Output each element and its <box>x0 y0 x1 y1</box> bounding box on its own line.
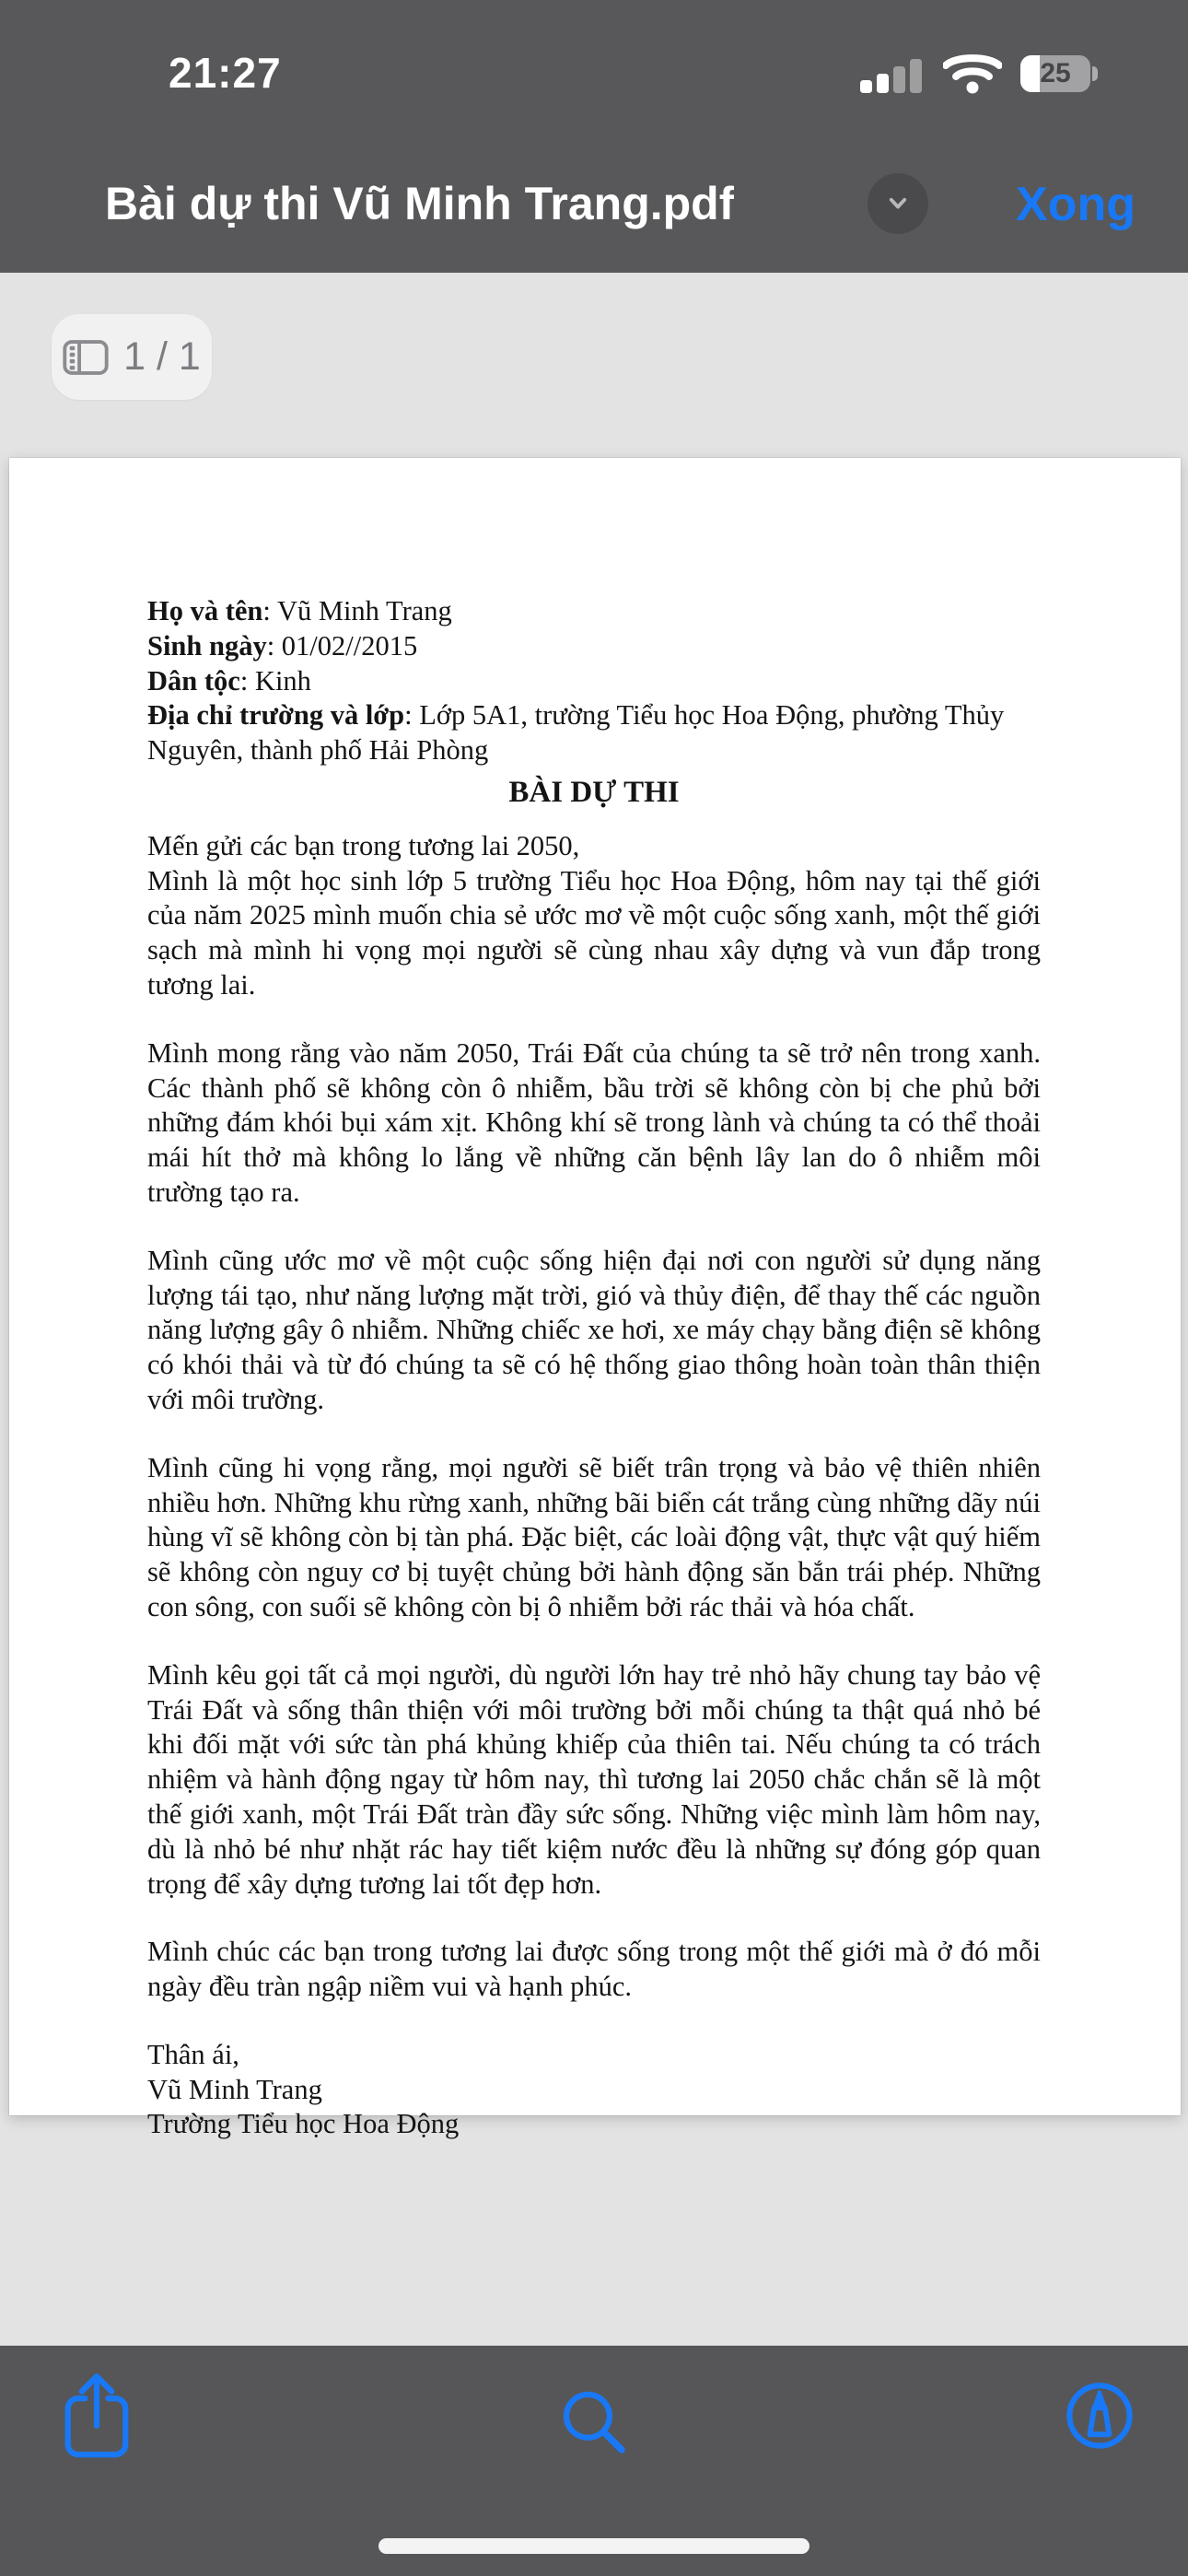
status-icons <box>860 52 1098 95</box>
chevron-down-icon <box>881 187 914 220</box>
sidebar-thumbnails-icon <box>63 339 109 376</box>
done-button[interactable]: Xong <box>1016 178 1136 231</box>
clock-time: 21:27 <box>169 49 282 97</box>
paragraph-5: Mình kêu gọi tất cả mọi người, dù người lớn hay trẻ nhỏ hãy chung tay bảo vệ Trái Đất và sống thân thiện với môi trường bởi mỗi chúng ta thật quá nhỏ bé khi đối mặt với sức tàn phá khủng khiếp của thiên tai. Nếu chúng ta có trách nhiệm và hành động ngay từ hôm nay, thì tương lai 2050 chắc chắn sẽ là một thế giới xanh, một Trái Đất tràn đầy sức sống. Những việc mình làm hôm nay, dù là nhỏ bé như nhặt rác hay tiết kiệm nước đều là những sự đóng góp quan trọng để xây dựng tương lai tốt đẹp hơn. <box>147 1658 1041 1900</box>
meta-name-label: Họ và tên <box>147 595 263 626</box>
closing-line-2: Vũ Minh Trang <box>147 2073 322 2105</box>
title-menu-button[interactable] <box>868 173 928 234</box>
meta-name-value: : Vũ Minh Trang <box>262 595 452 626</box>
paragraph-2: Mình mong rằng vào năm 2050, Trái Đất của chúng ta sẽ trở nên trong xanh. Các thành phố sẽ không còn ô nhiễm, bầu trời sẽ không còn bị che phủ bởi những đám khói bụi xám xịt. Không khí sẽ trong lành và chúng ta có thể thoải mái hít thở mà không lo lắng về những căn bệnh lây lan do ô nhiễm môi trường tạo ra. <box>147 1036 1041 1208</box>
paragraph-6: Mình chúc các bạn trong tương lai được sống trong một thế giới mà ở đó mỗi ngày đều tràn ngập niềm vui và hạnh phúc. <box>147 1936 1041 2003</box>
battery-icon <box>1020 55 1098 92</box>
search-button[interactable] <box>558 2386 630 2461</box>
markup-button[interactable] <box>1063 2379 1136 2455</box>
essay-heading: BÀI DỰ THI <box>508 775 680 809</box>
bottom-toolbar <box>0 2346 1188 2576</box>
pdf-page <box>9 458 1181 2140</box>
page-indicator-pill[interactable] <box>52 314 212 400</box>
top-navigation-bar <box>0 0 1188 273</box>
meta-school-line <box>147 698 1041 768</box>
meta-dob-label: Sinh ngày <box>147 629 267 662</box>
meta-school-value: : Lớp 5A1, trường Tiểu học Hoa Động, phường Thủy Nguyên, thành phố Hải Phòng <box>147 699 1005 767</box>
share-button[interactable] <box>59 2370 134 2465</box>
meta-ethnic-value: : Kinh <box>239 664 311 697</box>
meta-dob-line <box>147 629 1041 664</box>
page-count-label: 1 / 1 <box>123 334 201 379</box>
battery-percent-label: 25 <box>1040 57 1071 88</box>
meta-name-line <box>147 594 1041 629</box>
document-title: Bài dự thi Vũ Minh Trang.pdf <box>105 178 735 229</box>
meta-dob-value: : 01/02//2015 <box>266 629 418 662</box>
title-row <box>0 170 1188 247</box>
closing-line-1: Thân ái, <box>147 2038 239 2070</box>
markup-pen-icon <box>1063 2379 1136 2453</box>
paragraph-1: Mình là một học sinh lớp 5 trường Tiểu học Hoa Động, hôm nay tại thế giới của năm 2025 mình muốn chia sẻ ước mơ về một cuộc sống xanh, một thế giới sạch mà mình hi vọng mọi người sẽ cùng nhau xây dựng và vun đắp trong tương lai. <box>147 864 1041 1001</box>
wifi-icon <box>943 52 1002 95</box>
cellular-signal-icon <box>860 53 925 94</box>
home-indicator[interactable] <box>379 2538 809 2554</box>
closing-block <box>147 2038 1041 2142</box>
meta-ethnic-label: Dân tộc <box>147 664 240 697</box>
meta-school-label: Địa chỉ trường và lớp <box>147 699 405 732</box>
search-icon <box>558 2386 630 2458</box>
salutation-line: Mến gửi các bạn trong tương lai 2050, <box>147 829 580 861</box>
document-content <box>147 594 1041 2142</box>
share-icon <box>59 2370 134 2462</box>
closing-line-3: Trường Tiểu học Hoa Động <box>147 2108 460 2140</box>
paragraph-4: Mình cũng hi vọng rằng, mọi người sẽ biết trân trọng và bảo vệ thiên nhiên nhiều hơn. Những khu rừng xanh, những bãi biển cát trắng cùng những dãy núi hùng vĩ sẽ không còn bị tàn phá. Đặc biệt, các loài động vật, thực vật quý hiếm sẽ không còn nguy cơ bị tuyệt chủng bởi hành động săn bắn trái phép. Những con sông, con suối sẽ không còn bị ô nhiễm bởi rác thải và hóa chất. <box>147 1451 1041 1622</box>
status-bar <box>0 44 1188 103</box>
meta-ethnic-line <box>147 664 1041 699</box>
paragraph-3: Mình cũng ước mơ về một cuộc sống hiện đại nơi con người sử dụng năng lượng tái tạo, như năng lượng mặt trời, gió và thủy điện, để thay thế các nguồn năng lượng gây ô nhiễm. Những chiếc xe hơi, xe máy chạy bằng điện sẽ không có khói thải và từ đó chúng ta sẽ có hệ thống giao thông hoàn toàn thân thiện với môi trường. <box>147 1244 1041 1415</box>
battery-nub <box>1092 66 1098 81</box>
